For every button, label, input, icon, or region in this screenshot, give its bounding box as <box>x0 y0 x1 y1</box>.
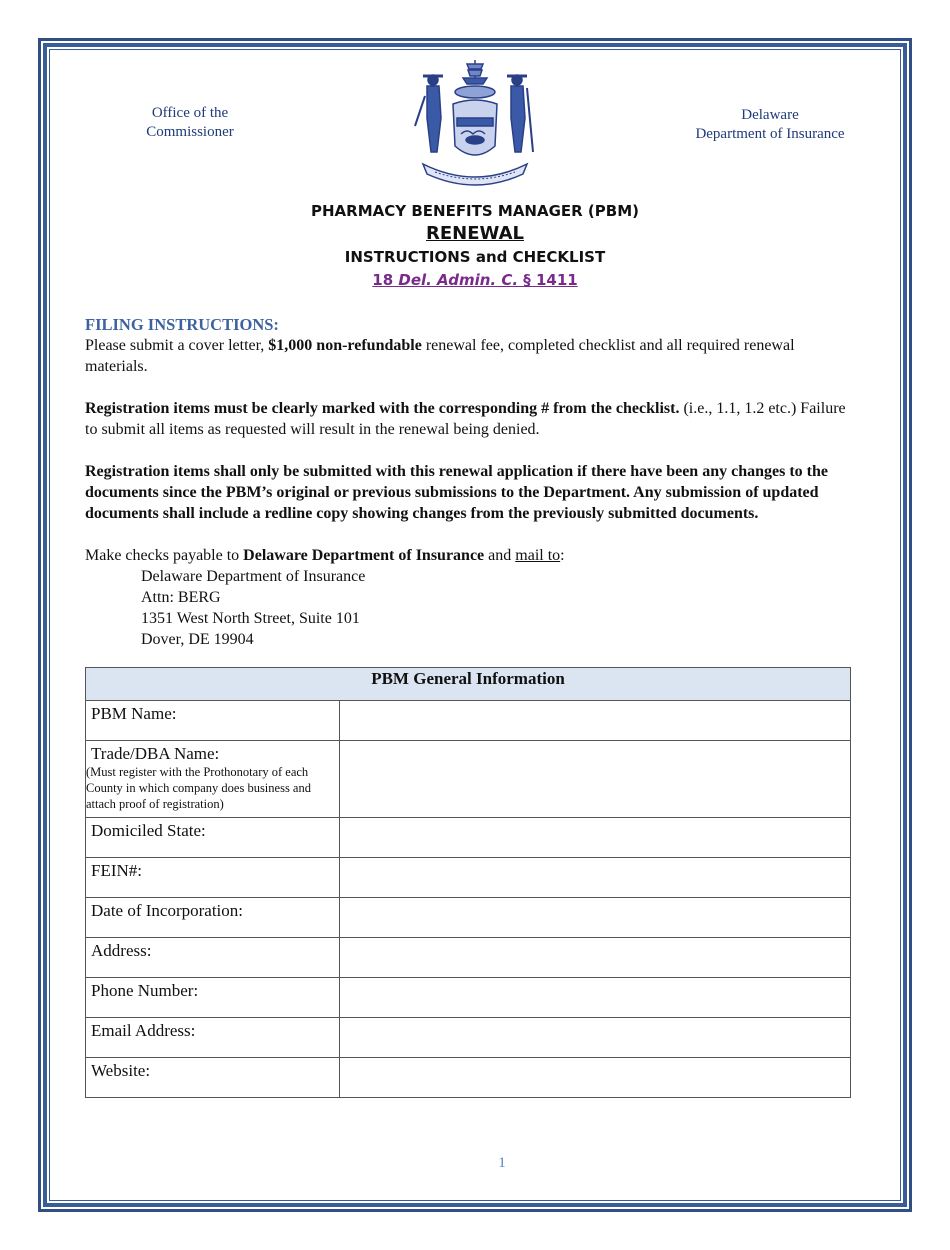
date-of-incorporation-label: Date of Incorporation: <box>86 898 340 938</box>
document-title-block <box>200 200 750 292</box>
table-row <box>86 1058 851 1098</box>
header-right-line1: Delaware <box>741 107 799 123</box>
address-line-3: 1351 West North Street, Suite 101 <box>141 610 360 627</box>
email-address-label: Email Address: <box>86 1018 340 1058</box>
p1-text-b: renewal fee, completed checklist and all required renewal materials. <box>85 337 795 375</box>
table-row <box>86 701 851 741</box>
table-row <box>86 978 851 1018</box>
filing-instructions-heading: FILING INSTRUCTIONS: <box>85 315 279 334</box>
header-right-line2: Department of Insurance <box>695 126 845 142</box>
instructions-paragraph-1 <box>85 335 860 377</box>
table-row <box>86 741 851 818</box>
website-label: Website: <box>86 1058 340 1098</box>
pbm-name-label: PBM Name: <box>86 701 340 741</box>
dba-name-title: Trade/DBA Name: <box>91 744 220 763</box>
title-instructions: INSTRUCTIONS and CHECKLIST <box>344 248 606 266</box>
fein-label: FEIN#: <box>86 858 340 898</box>
table-row <box>86 938 851 978</box>
domiciled-state-label: Domiciled State: <box>86 818 340 858</box>
title-pbm: PHARMACY BENEFITS MANAGER (PBM) <box>311 202 639 220</box>
title-renewal: RENEWAL <box>426 223 524 244</box>
instructions-paragraph-3 <box>85 461 860 524</box>
address-field[interactable] <box>340 938 851 978</box>
delaware-seal-logo <box>405 56 545 188</box>
address-line-1: Delaware Department of Insurance <box>141 568 366 585</box>
website-field[interactable] <box>340 1058 851 1098</box>
address-label: Address: <box>86 938 340 978</box>
citation-suffix: § 1411 <box>518 271 578 289</box>
instructions-paragraph-2 <box>85 398 860 440</box>
address-line-2: Attn: BERG <box>141 589 221 606</box>
p2-bold: Registration items must be clearly marked with the corresponding # from the checklist. <box>85 400 680 417</box>
email-address-field[interactable] <box>340 1018 851 1058</box>
date-of-incorporation-field[interactable] <box>340 898 851 938</box>
mailing-address <box>85 566 860 650</box>
regulation-citation-link[interactable] <box>200 268 750 292</box>
dba-name-field[interactable] <box>340 741 851 818</box>
page-number: 1 <box>498 1155 506 1171</box>
p2-rest: (i.e., 1.1, 1.2 etc.) Failure to submit all items as requested will result in the renewal being denied. <box>85 400 846 438</box>
table-row <box>86 898 851 938</box>
table-row <box>86 858 851 898</box>
instructions-paragraph-4 <box>85 545 860 566</box>
address-line-4: Dover, DE 19904 <box>141 631 254 648</box>
citation-prefix: 18 <box>372 271 399 289</box>
table-row <box>86 1018 851 1058</box>
dba-name-label <box>86 741 340 818</box>
dba-name-note: (Must register with the Prothonotary of each County in which company does business and attach proof of registration) <box>86 765 311 811</box>
p4-payee: Delaware Department of Insurance <box>243 547 485 564</box>
pbm-name-field[interactable] <box>340 701 851 741</box>
table-row <box>86 818 851 858</box>
domiciled-state-field[interactable] <box>340 818 851 858</box>
delaware-department-label <box>670 106 870 144</box>
citation-italic: Del. Admin. C. <box>398 271 519 289</box>
p4-colon: : <box>560 547 565 564</box>
p4-text-a: Make checks payable to <box>85 547 244 564</box>
fein-field[interactable] <box>340 858 851 898</box>
p3-bold: Registration items shall only be submitted with this renewal application if there have been any changes to the documents since the PBM’s original or previous submissions to the Department. Any submission of updated documents shall include a redline copy showing changes from the previously submitted documents. <box>85 463 828 522</box>
filing-instructions <box>85 314 860 650</box>
table-heading: PBM General Information <box>86 668 851 701</box>
pbm-general-information-table <box>85 667 851 1098</box>
phone-number-field[interactable] <box>340 978 851 1018</box>
p4-text-b: and <box>484 547 516 564</box>
office-of-commissioner-label <box>130 104 250 142</box>
p4-mail-to: mail to <box>515 547 561 564</box>
p1-text-a: Please submit a cover letter, <box>85 337 269 354</box>
header-left-line1: Office of the <box>151 105 229 121</box>
header-left-line2: Commissioner <box>146 124 234 140</box>
p1-fee: $1,000 non-refundable <box>268 337 422 354</box>
phone-number-label: Phone Number: <box>86 978 340 1018</box>
